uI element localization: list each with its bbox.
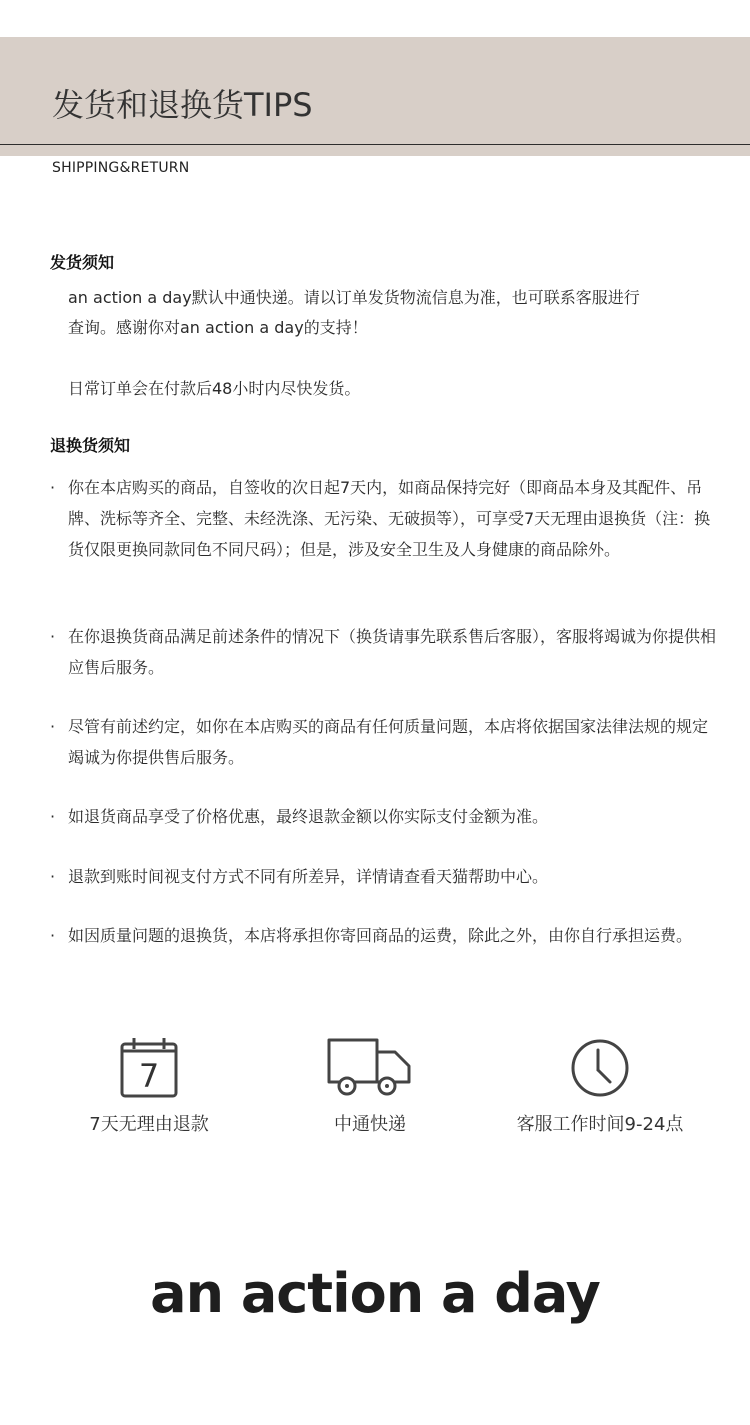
header-banner	[0, 37, 750, 176]
feature-label: 7天无理由退款	[89, 1114, 209, 1135]
returns-list-item	[50, 920, 720, 951]
calendar-day-text: 7	[138, 1057, 160, 1095]
feature-service-hours	[480, 1036, 720, 1134]
bullet-icon: ·	[50, 807, 56, 826]
returns-heading: 退换货须知	[50, 436, 131, 455]
brand-logo: an action a day	[150, 1262, 600, 1325]
returns-list-item	[50, 801, 720, 832]
shipping-heading: 发货须知	[50, 253, 115, 272]
returns-list-item	[50, 711, 720, 773]
returns-item-text: 如退货商品享受了价格优惠，最终退款金额以你实际支付金额为准。	[68, 807, 549, 826]
returns-item-text: 如因质量问题的退换货，本店将承担你寄回商品的运费，除此之外，由你自行承担运费。	[68, 926, 693, 945]
returns-item-text: 退款到账时间视支付方式不同有所差异，详情请查看天猫帮助中心。	[68, 867, 549, 886]
returns-item-text: 在你退换货商品满足前述条件的情况下（换货请事先联系售后客服），客服将竭诚为你提供相应售后服务。	[68, 627, 717, 677]
page-title: 发货和退换货TIPS	[52, 86, 313, 124]
shipping-paragraph-1-line-1: an action a day默认中通快递。请以订单发货物流信息为准，也可联系客服进行	[68, 288, 640, 307]
truck-icon	[325, 1036, 415, 1100]
returns-list-item	[50, 621, 720, 683]
feature-zto-express	[250, 1036, 490, 1134]
returns-item-text: 你在本店购买的商品，自签收的次日起7天内，如商品保持完好（即商品本身及其配件、吊牌、洗标等齐全、完整、未经洗涤、无污染、无破损等），可享受7天无理由退换货（注：换货仅限更换同款同色不同尺码）；但是，涉及安全卫生及人身健康的商品除外。	[68, 478, 711, 559]
bullet-icon: ·	[50, 478, 56, 497]
bullet-icon: ·	[50, 717, 56, 736]
bullet-icon: ·	[50, 627, 56, 646]
feature-label: 客服工作时间9-24点	[516, 1114, 684, 1135]
bullet-icon: ·	[50, 867, 56, 886]
banner-divider	[0, 144, 750, 145]
returns-list-item	[50, 472, 720, 565]
shipping-paragraph-1-line-2: 查询。感谢你对an action a day的支持！	[68, 318, 368, 337]
shipping-paragraph-1	[68, 283, 718, 343]
returns-item-text: 尽管有前述约定，如你在本店购买的商品有任何质量问题，本店将依据国家法律法规的规定竭诚为你提供售后服务。	[68, 717, 709, 767]
feature-label: 中通快递	[334, 1114, 406, 1135]
feature-seven-day-return	[29, 1036, 269, 1134]
calendar-icon	[114, 1036, 184, 1100]
shipping-paragraph-2: 日常订单会在付款后48小时内尽快发货。	[68, 379, 361, 398]
page-subtitle: SHIPPING&RETURN	[52, 160, 190, 176]
clock-icon	[568, 1036, 632, 1100]
bullet-icon: ·	[50, 926, 56, 945]
returns-list-item	[50, 861, 720, 892]
